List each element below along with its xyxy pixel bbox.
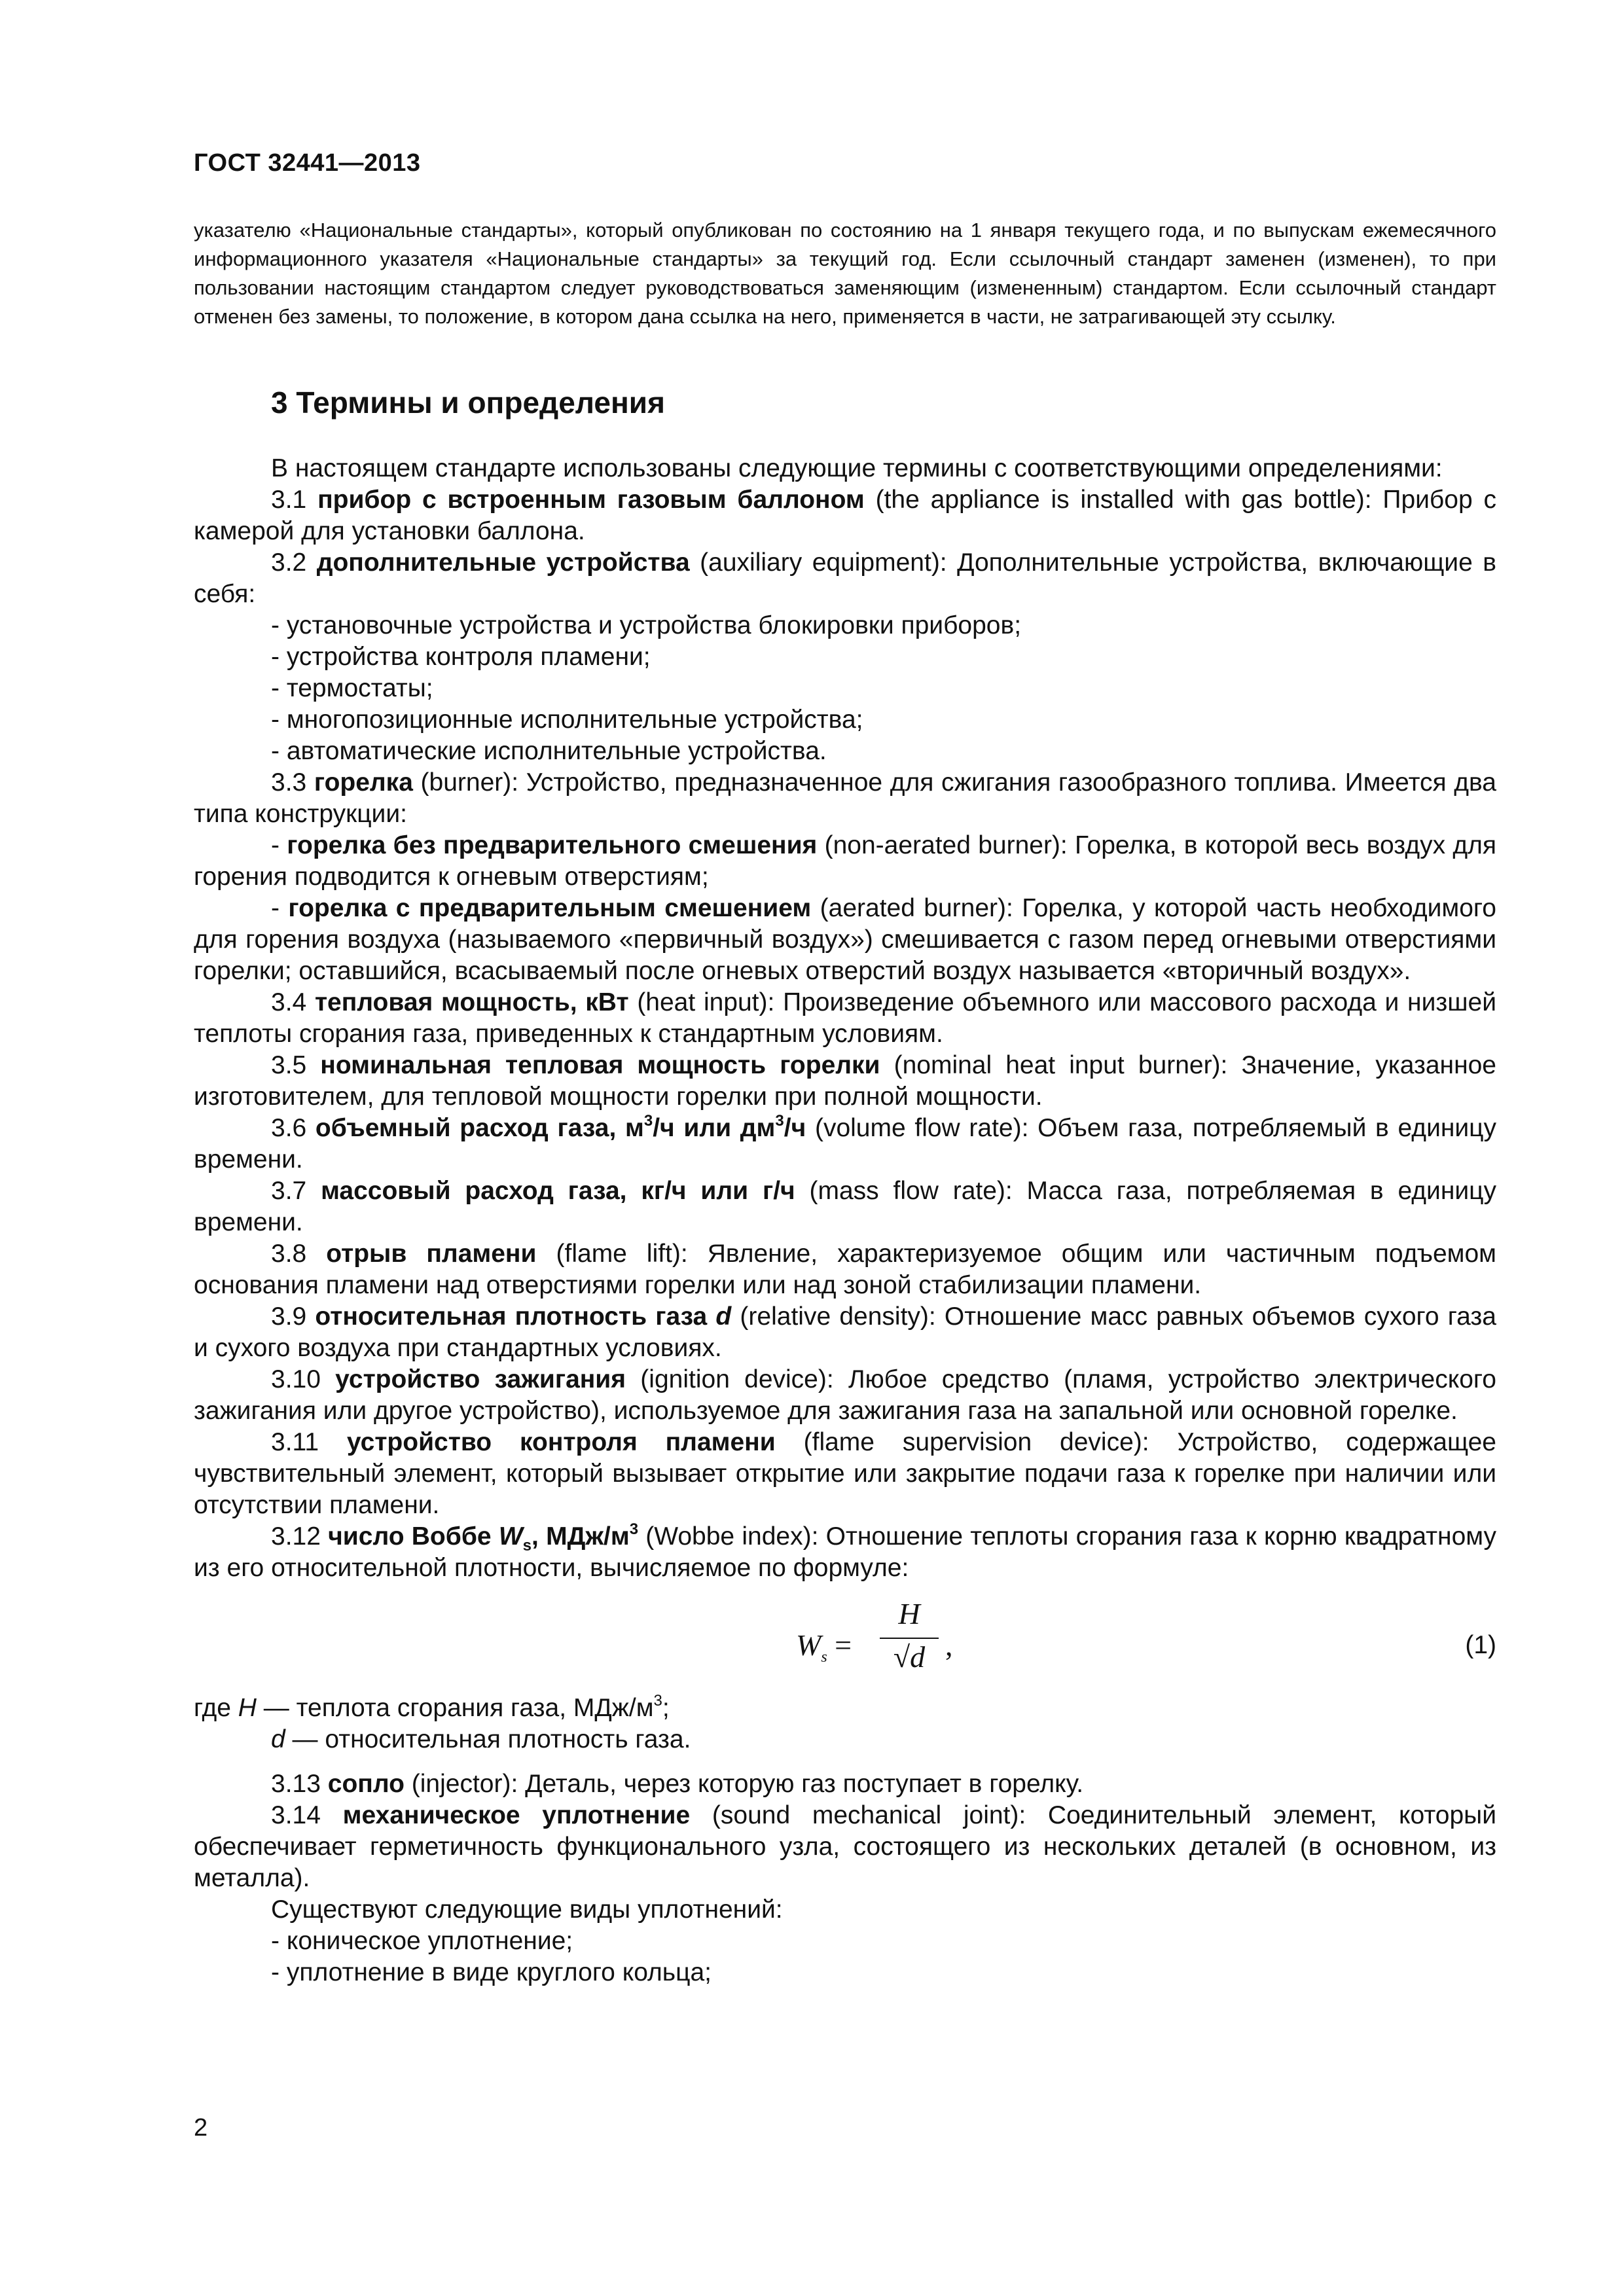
term-number: 3.11 — [271, 1428, 347, 1456]
page-number: 2 — [194, 2114, 208, 2142]
term-3-4 — [194, 987, 1496, 1050]
term-part: объемный расход газа, м — [315, 1114, 644, 1142]
spacer — [194, 1755, 1496, 1768]
term-number: 3.13 — [271, 1770, 328, 1798]
term-name: массовый расход газа, кг/ч или г/ч — [321, 1177, 795, 1205]
where-d — [194, 1724, 1496, 1755]
term-name — [315, 1302, 731, 1331]
term-name: механическое уплотнение — [342, 1801, 691, 1829]
superscript: 3 — [775, 1112, 784, 1130]
term-3-13 — [194, 1768, 1496, 1800]
term-3-3-b — [194, 893, 1496, 987]
term-part: число Воббе — [328, 1522, 499, 1551]
term-definition: (mass flow rate): Масса газа, потребляемая в единицу времени. — [194, 1177, 1497, 1236]
term-definition: (heat input): Произведение объемного или массового расхода и низшей теплоты сгорания газа, приведенных к стандартным условиям. — [194, 988, 1496, 1048]
term-number: 3.14 — [271, 1801, 343, 1829]
term-3-9 — [194, 1301, 1496, 1364]
section-body — [194, 453, 1496, 1988]
term-number: 3.1 — [271, 486, 318, 514]
lead-paragraph: В настоящем стандарте использованы следующие термины с соответствующими определениями: — [271, 454, 1443, 482]
where-prefix: где — [194, 1694, 238, 1722]
term-number: 3.12 — [271, 1522, 329, 1551]
term-number: 3.6 — [271, 1114, 316, 1142]
term-definition: (volume flow rate): Объем газа, потребляемый в единицу времени. — [194, 1114, 1497, 1174]
term-name: прибор с встроенным газовым баллоном — [317, 486, 865, 514]
term-3-1 — [194, 484, 1496, 547]
term-definition: (ignition device): Любое средство (пламя, устройство электрического зажигания или другое устройство), используемое для зажигания газа на запальной или основной горелке. — [194, 1365, 1496, 1425]
term-3-7 — [194, 1175, 1496, 1238]
punctuation: ; — [662, 1694, 670, 1722]
term-variable: W — [498, 1522, 523, 1551]
where-h — [194, 1693, 1496, 1724]
term-3-5 — [194, 1050, 1496, 1113]
subscript: s — [821, 1649, 827, 1666]
term-3-8 — [194, 1238, 1496, 1301]
term-number: 3.10 — [271, 1365, 336, 1393]
term-name: номинальная тепловая мощность горелки — [320, 1051, 880, 1079]
list-dash: - — [271, 894, 289, 922]
term-number: 3.7 — [271, 1177, 321, 1205]
term-name: отрыв пламени — [326, 1240, 537, 1268]
superscript: 3 — [643, 1112, 653, 1130]
list-item: - уплотнение в виде круглого кольца; — [271, 1958, 712, 1986]
term-name: тепловая мощность, кВт — [314, 988, 629, 1016]
formula-block — [194, 1592, 1496, 1687]
term-definition: (flame lift): Явление, характеризуемое общим или частичным подъемом основания пламени над отверстиями горелки или над зоной стабилизации пламени. — [194, 1240, 1496, 1299]
superscript: 3 — [653, 1692, 662, 1710]
term-part: /ч или дм — [653, 1114, 776, 1142]
formula-comma: , — [945, 1628, 953, 1662]
variable-definition: — теплота сгорания газа, МДж/м — [256, 1694, 654, 1722]
term-definition: (auxiliary equipment): Дополнительные устройства, включающие в себя: — [194, 548, 1496, 608]
term-name: устройство зажигания — [335, 1365, 626, 1393]
list-item: - многопозиционные исполнительные устройства; — [271, 706, 863, 734]
list-item: - автоматические исполнительные устройства. — [271, 737, 827, 765]
term-3-10 — [194, 1364, 1496, 1427]
term-3-3-a — [194, 830, 1496, 893]
term-3-14 — [194, 1800, 1496, 1894]
term-definition: (the appliance is installed with gas bottle): Прибор с камерой для установки баллона. — [194, 486, 1496, 545]
term-number: 3.5 — [271, 1051, 321, 1079]
term-definition: (relative density): Отношение масс равных объемов сухого газа и сухого воздуха при стандартных условиях. — [194, 1302, 1496, 1362]
seals-lead: Существуют следующие виды уплотнений: — [271, 1895, 783, 1924]
denominator: √d — [893, 1640, 926, 1674]
term-definition: (nominal heat input burner): Значение, указанное изготовителем, для тепловой мощности горелки при полной мощности. — [194, 1051, 1496, 1111]
equals-sign: = — [827, 1628, 852, 1662]
term-name: устройство контроля пламени — [346, 1428, 776, 1456]
list-dash: - — [271, 831, 287, 859]
variable: d — [271, 1725, 285, 1753]
term-name: горелка — [314, 768, 413, 797]
variable: H — [238, 1694, 257, 1722]
term-3-11 — [194, 1427, 1496, 1521]
term-definition: (injector): Деталь, через которую газ поступает в горелку. — [404, 1770, 1084, 1798]
term-part: /ч — [784, 1114, 806, 1142]
formula-fraction — [880, 1598, 939, 1678]
term-definition: (aerated burner): Горелка, у которой часть необходимого для горения воздуха (называемого «первичный воздух») смешивается с газом перед огневыми отверстиями горелки; оставшийся, всасываемый после огневых отверстий воздух называется «вторичный воздух». — [194, 894, 1496, 985]
term-definition: (burner): Устройство, предназначенное для сжигания газообразного топлива. Имеется два типа конструкции: — [194, 768, 1496, 828]
term-definition: (flame supervision device): Устройство, содержащее чувствительный элемент, который вызывает открытие или закрытие подачи газа к горелке при наличии или отсутствии пламени. — [194, 1428, 1496, 1519]
term-3-6 — [194, 1113, 1496, 1175]
term-definition: (Wobbe index): Отношение теплоты сгорания газа к корню квадратному из его относительной плотности, вычисляемое по формуле: — [194, 1522, 1497, 1582]
term-number: 3.9 — [271, 1302, 316, 1331]
term-3-3 — [194, 767, 1496, 830]
intro-paragraph: указателю «Национальные стандарты», который опубликован по состоянию на 1 января текущего года, и по выпускам ежемесячного информационного указателя «Национальные стандарты» за текущий год. Если ссылочный стандарт заменен (изменен), то при пользовании настоящим стандартом следует руководствоваться заменяющим (измененным) стандартом. Если ссылочный стандарт отменен без замены, то положение, в котором дана ссылка на него, применяется в части, не затрагивающей эту ссылку. — [194, 219, 1496, 328]
term-name: горелка без предварительного смешения — [287, 831, 818, 859]
list-item: - коническое уплотнение; — [271, 1927, 573, 1955]
list-item: - установочные устройства и устройства блокировки приборов; — [271, 611, 1022, 639]
numerator: H — [898, 1597, 920, 1630]
term-name — [328, 1520, 639, 1554]
term-name: горелка с предварительным смешением — [288, 894, 812, 922]
term-3-12 — [194, 1521, 1496, 1584]
term-name: дополнительные устройства — [316, 548, 690, 577]
term-name: сопло — [327, 1770, 405, 1798]
term-part: относительная плотность газа — [315, 1302, 716, 1331]
variable-definition: — относительная плотность газа. — [285, 1725, 691, 1753]
term-number: 3.2 — [271, 548, 317, 577]
list-item: - устройства контроля пламени; — [271, 643, 651, 671]
formula-variable: W — [796, 1628, 821, 1662]
subscript: s — [522, 1536, 532, 1554]
term-number: 3.8 — [271, 1240, 327, 1268]
formula-lhs — [796, 1628, 852, 1666]
term-3-2 — [194, 547, 1496, 610]
superscript: 3 — [629, 1520, 639, 1538]
document-code: ГОСТ 32441—2013 — [194, 149, 421, 177]
term-variable: d — [715, 1302, 732, 1331]
term-part: , МДж/м — [532, 1522, 630, 1551]
fraction-bar — [880, 1638, 939, 1639]
section-title: 3 Термины и определения — [271, 386, 665, 420]
term-definition: (non-aerated burner): Горелка, в которой весь воздух для горения подводится к огневым отверстиям; — [194, 831, 1497, 891]
term-name — [316, 1114, 806, 1142]
formula-number: (1) — [1465, 1631, 1496, 1659]
term-definition: (sound mechanical joint): Соединительный элемент, который обеспечивает герметичность функционального узла, состоящего из нескольких деталей (в основном, из металла). — [194, 1801, 1496, 1892]
list-item: - термостаты; — [271, 674, 433, 702]
term-number: 3.4 — [271, 988, 315, 1016]
term-number: 3.3 — [271, 768, 314, 797]
